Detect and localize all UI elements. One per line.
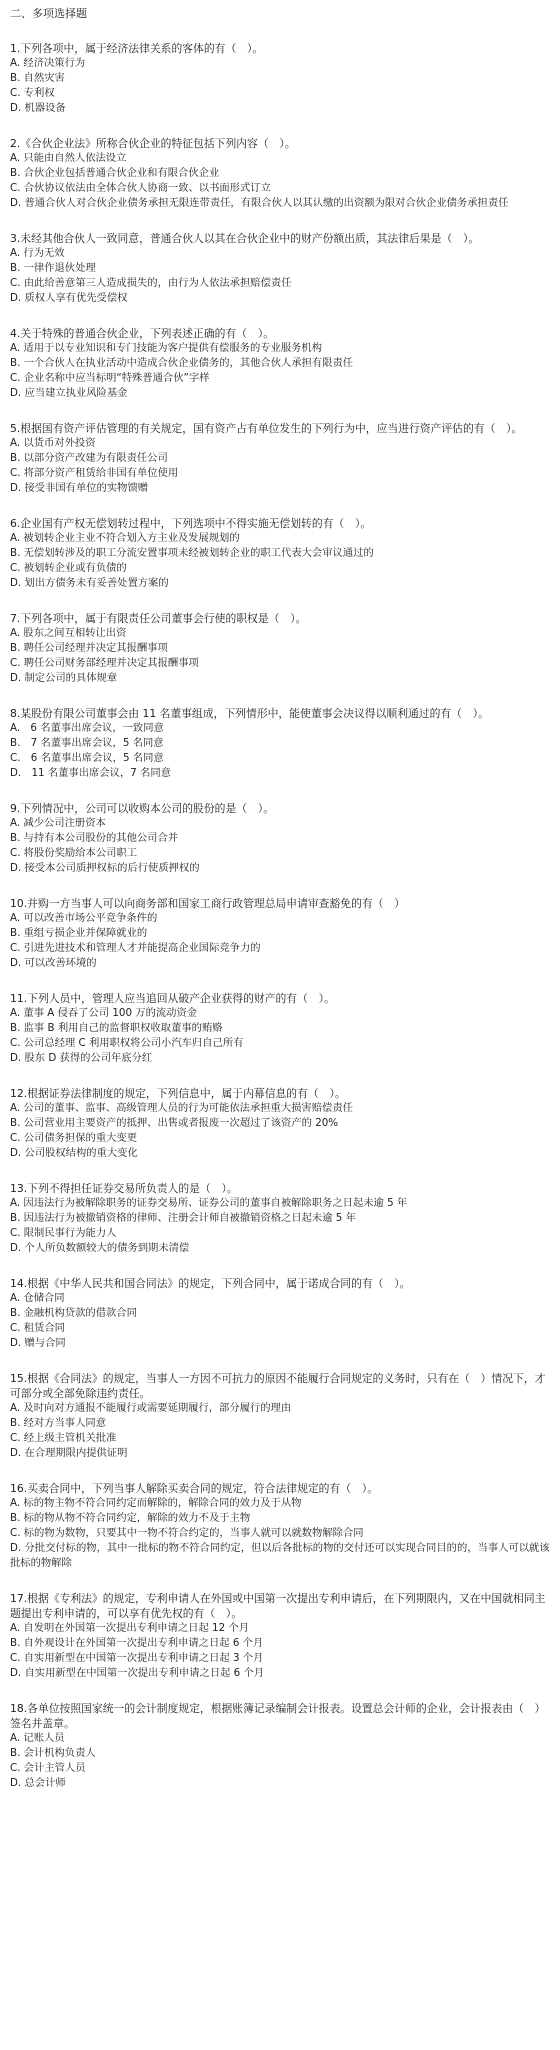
option-d: D. 制定公司的具体规章 — [10, 672, 118, 684]
question-stem: 10.并购一方当事人可以向商务部和国家工商行政管理总局申请审查豁免的有（ ） — [10, 897, 406, 910]
question-8 — [10, 706, 550, 781]
option-d: D. 质权人享有优先受偿权 — [10, 292, 128, 304]
option-c: C. 6 名董事出席会议，5 名同意 — [10, 752, 164, 764]
question-stem: 13.下列不得担任证券交易所负责人的是（ ）。 — [10, 1182, 238, 1195]
option-a: A. 股东之间互相转让出资 — [10, 627, 127, 639]
question-4 — [10, 326, 550, 401]
section-title: 二、多项选择题 — [10, 7, 87, 20]
question-stem: 14.根据《中华人民共和国合同法》的规定，下列合同中，属于诺成合同的有（ ）。 — [10, 1277, 411, 1290]
question-9 — [10, 801, 550, 876]
option-b: B. 因违法行为被撤销资格的律师、注册会计师自被撤销资格之日起未逾 5 年 — [10, 1212, 356, 1224]
option-d: D. 总会计师 — [10, 1777, 66, 1789]
option-d: D. 分批交付标的物，其中一批标的物不符合同约定，但以后各批标的物的交付还可以实现合同目的的，当事人可以就该批标的物解除 — [10, 1542, 550, 1569]
option-d: D. 接受非国有单位的实物馈赠 — [10, 482, 149, 494]
question-stem: 11.下列人员中，管理人应当追回从破产企业获得的财产的有（ ）。 — [10, 992, 335, 1005]
option-a: A. 减少公司注册资本 — [10, 817, 106, 829]
option-d: D. 在合理期限内提供证明 — [10, 1447, 128, 1459]
question-stem: 16.买卖合同中，下列当事人解除买卖合同的规定，符合法律规定的有（ ）。 — [10, 1482, 379, 1495]
option-b: B. 监事 B 利用自己的监督职权收取董事的贿赂 — [10, 1022, 223, 1034]
question-stem: 8.某股份有限公司董事会由 11 名董事组成，下列情形中，能使董事会决议得以顺利通过的有（ ）。 — [10, 707, 489, 720]
option-b: B. 经对方当事人同意 — [10, 1417, 106, 1429]
option-b: B. 自然灾害 — [10, 72, 65, 84]
question-13 — [10, 1181, 550, 1256]
option-d: D. 个人所负数额较大的债务到期未清偿 — [10, 1242, 190, 1254]
option-c: C. 自实用新型在中国第一次提出专利申请之日起 3 个月 — [10, 1652, 264, 1664]
question-stem: 1.下列各项中，属于经济法律关系的客体的有（ ）。 — [10, 42, 264, 55]
option-a: A. 可以改善市场公平竞争条件的 — [10, 912, 158, 924]
question-15 — [10, 1371, 550, 1461]
option-b: B. 无偿划转涉及的职工分流安置事项未经被划转企业的职工代表大会审议通过的 — [10, 547, 374, 559]
question-3 — [10, 231, 550, 306]
option-b: B. 金融机构贷款的借款合同 — [10, 1307, 137, 1319]
option-a: A. 经济决策行为 — [10, 57, 86, 69]
option-b: B. 标的物从物不符合同约定，解除的效力不及于主物 — [10, 1512, 251, 1524]
option-d: D. 机器设备 — [10, 102, 66, 114]
option-d: D. 应当建立执业风险基金 — [10, 387, 128, 399]
option-b: B. 聘任公司经理并决定其报酬事项 — [10, 642, 168, 654]
question-stem: 2.《合伙企业法》所称合伙企业的特征包括下列内容（ ）。 — [10, 137, 296, 150]
option-a: A. 自发明在外国第一次提出专利申请之日起 12 个月 — [10, 1622, 249, 1634]
question-7 — [10, 611, 550, 686]
option-a: A. 因违法行为被解除职务的证券交易所、证券公司的董事自被解除职务之日起未逾 5 年 — [10, 1197, 408, 1209]
option-c: C. 公司总经理 C 利用职权将公司小汽车归自己所有 — [10, 1037, 244, 1049]
option-b: B. 以部分资产改建为有限责任公司 — [10, 452, 168, 464]
option-a: A. 仓储合同 — [10, 1292, 65, 1304]
option-d: D. 划出方债务未有妥善处置方案的 — [10, 577, 169, 589]
option-a: A. 记账人员 — [10, 1732, 65, 1744]
option-c: C. 将股份奖励给本公司职工 — [10, 847, 138, 859]
option-d: D. 股东 D 获得的公司年底分红 — [10, 1052, 153, 1064]
option-b: B. 重组亏损企业并保障就业的 — [10, 927, 148, 939]
option-a: A. 适用于以专业知识和专门技能为客户提供有偿服务的专业服务机构 — [10, 342, 323, 354]
option-c: C. 经上级主管机关批准 — [10, 1432, 117, 1444]
option-c: C. 专利权 — [10, 87, 55, 99]
option-a: A. 只能由自然人依法设立 — [10, 152, 127, 164]
option-a: A. 被划转企业主业不符合划入方主业及发展规划的 — [10, 532, 240, 544]
question-2 — [10, 136, 550, 211]
option-d: D. 11 名董事出席会议，7 名同意 — [10, 767, 171, 779]
option-c: C. 由此给善意第三人造成损失的，由行为人依法承担赔偿责任 — [10, 277, 292, 289]
question-stem: 4.关于特殊的普通合伙企业，下列表述正确的有（ ）。 — [10, 327, 275, 340]
question-18 — [10, 1701, 550, 1791]
question-1 — [10, 41, 550, 116]
question-12 — [10, 1086, 550, 1161]
question-list — [10, 41, 550, 1791]
question-16 — [10, 1481, 550, 1571]
question-10 — [10, 896, 550, 971]
option-b: B. 自外观设计在外国第一次提出专利申请之日起 6 个月 — [10, 1637, 264, 1649]
option-c: C. 聘任公司财务部经理并决定其报酬事项 — [10, 657, 199, 669]
question-stem: 9.下列情况中，公司可以收购本公司的股份的是（ ）。 — [10, 802, 275, 815]
option-b: B. 一律作退伙处理 — [10, 262, 96, 274]
option-c: C. 被划转企业或有负债的 — [10, 562, 127, 574]
question-stem: 12.根据证券法律制度的规定，下列信息中，属于内幕信息的有（ ）。 — [10, 1087, 346, 1100]
question-5 — [10, 421, 550, 496]
option-a: A. 及时向对方通报不能履行或需要延期履行，部分履行的理由 — [10, 1402, 292, 1414]
option-b: B. 7 名董事出席会议，5 名同意 — [10, 737, 164, 749]
option-b: B. 会计机构负责人 — [10, 1747, 96, 1759]
option-c: C. 租赁合同 — [10, 1322, 65, 1334]
option-d: D. 普通合伙人对合伙企业债务承担无限连带责任，有限合伙人以其认缴的出资额为限对合伙企业债务承担责任 — [10, 197, 509, 209]
question-stem: 7.下列各项中，属于有限责任公司董事会行使的职权是（ ）。 — [10, 612, 307, 625]
option-c: C. 合伙协议依法由全体合伙人协商一致、以书面形式订立 — [10, 182, 271, 194]
option-a: A. 6 名董事出席会议，一致同意 — [10, 722, 164, 734]
option-b: B. 公司营业用主要资产的抵押、出售或者报废一次超过了该资产的 20% — [10, 1117, 339, 1129]
option-b: B. 与持有本公司股份的其他公司合并 — [10, 832, 179, 844]
question-17 — [10, 1591, 550, 1681]
option-d: D. 接受本公司质押权标的后行使质押权的 — [10, 862, 200, 874]
option-c: C. 企业名称中应当标明“特殊普通合伙”字样 — [10, 372, 210, 384]
question-stem: 3.未经其他合伙人一致同意，普通合伙人以其在合伙企业中的财产份额出质，其法律后果是（ ）。 — [10, 232, 480, 245]
option-c: C. 引进先进技术和管理人才并能提高企业国际竞争力的 — [10, 942, 261, 954]
question-stem: 18.各单位按照国家统一的会计制度规定，根据账簿记录编制会计报表。设置总会计师的企业，会计报表由（ ）签名并盖章。 — [10, 1702, 546, 1730]
option-d: D. 可以改善环境的 — [10, 957, 97, 969]
question-6 — [10, 516, 550, 591]
question-stem: 15.根据《合同法》的规定，当事人一方因不可抗力的原因不能履行合同规定的义务时，只有在（ ）情况下，才可部分或全部免除违约责任。 — [10, 1372, 546, 1400]
option-d: D. 赠与合同 — [10, 1337, 66, 1349]
option-c: C. 将部分资产租赁给非国有单位使用 — [10, 467, 179, 479]
option-b: B. 一个合伙人在执业活动中造成合伙企业债务的，其他合伙人承担有限责任 — [10, 357, 354, 369]
option-a: A. 董事 A 侵吞了公司 100 万的流动资金 — [10, 1007, 198, 1019]
option-c: C. 公司债务担保的重大变更 — [10, 1132, 138, 1144]
question-stem: 5.根据国有资产评估管理的有关规定，国有资产占有单位发生的下列行为中，应当进行资产评估的有（ ）。 — [10, 422, 523, 435]
option-b: B. 合伙企业包括普通合伙企业和有限合伙企业 — [10, 167, 220, 179]
question-stem: 6.企业国有产权无偿划转过程中，下列选项中不得实施无偿划转的有（ ）。 — [10, 517, 372, 530]
question-14 — [10, 1276, 550, 1351]
option-c: C. 限制民事行为能力人 — [10, 1227, 117, 1239]
question-11 — [10, 991, 550, 1066]
option-a: A. 行为无效 — [10, 247, 65, 259]
option-c: C. 会计主管人员 — [10, 1762, 86, 1774]
option-c: C. 标的物为数物，只要其中一物不符合约定的，当事人就可以就数物解除合同 — [10, 1527, 364, 1539]
question-stem: 17.根据《专利法》的规定，专利申请人在外国或中国第一次提出专利申请后，在下列期限内，又在中国就相同主题提出专利申请的，可以享有优先权的有（ ）。 — [10, 1592, 546, 1620]
option-a: A. 公司的董事、监事、高级管理人员的行为可能依法承担重大损害赔偿责任 — [10, 1102, 353, 1114]
option-a: A. 以货币对外投资 — [10, 437, 96, 449]
option-d: D. 公司股权结构的重大变化 — [10, 1147, 138, 1159]
option-d: D. 自实用新型在中国第一次提出专利申请之日起 6 个月 — [10, 1667, 265, 1679]
option-a: A. 标的物主物不符合同约定而解除的，解除合同的效力及于从物 — [10, 1497, 302, 1509]
